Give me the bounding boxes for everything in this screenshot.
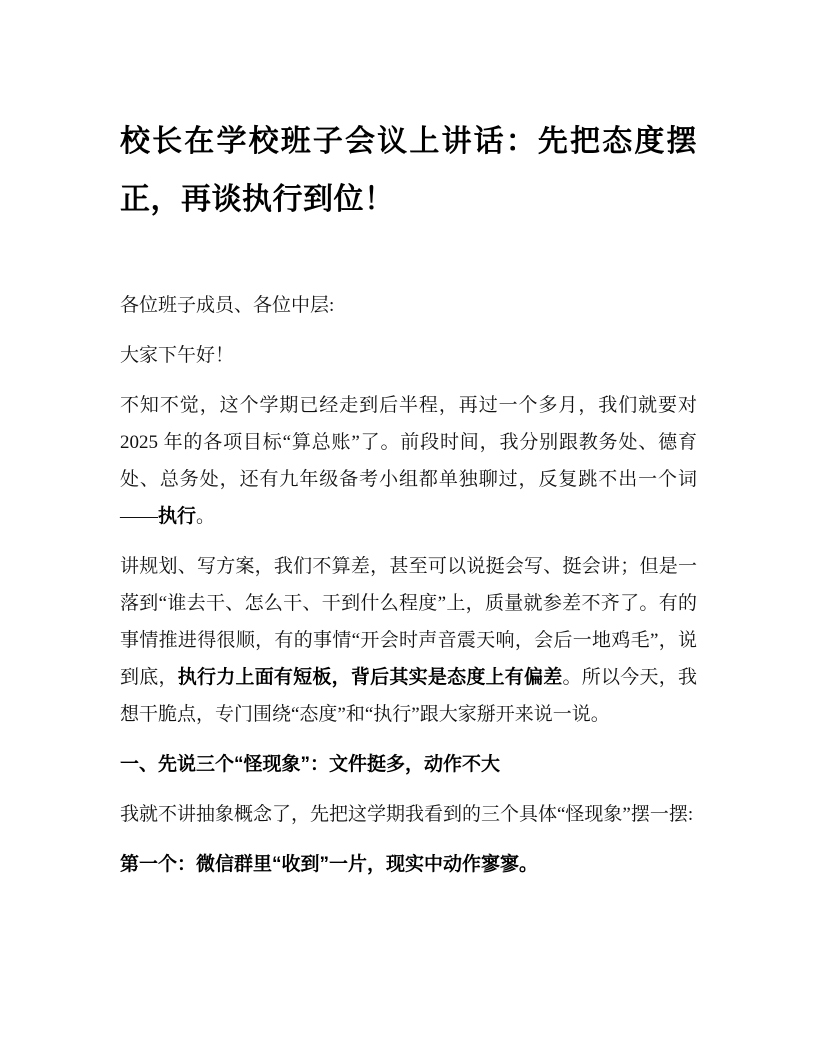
text-run: 第一个：微信群里“收到”一片，现实中动作寥寥。 [120,854,539,875]
text-run: 讲规划、写方案，我们不算差，甚至可以说挺会写、挺会讲；但是一落到“谁去干、怎么干、干到什么程度”上，质量就参差不齐了。有的事情推进得很顺，有的事情“开会时声音震天响，会后一地鸡毛”，说到底， [120,556,697,688]
text-run: 。所以今天，我想干脆点，专门围绕“态度”和“执行”跟大家掰开来说一说。 [120,667,697,725]
paragraph [120,287,697,324]
paragraph [120,548,697,733]
text-run: 执行力上面有短板，背后其实是态度上有偏差 [177,667,563,688]
paragraph [120,796,697,833]
text-run: 执行 [158,506,197,527]
paragraph [120,387,697,535]
text-run: 。 [196,506,216,527]
document-title: 校长在学校班子会议上讲话：先把态度摆正，再谈执行到位！ [120,125,697,216]
text-run: 各位班子成员、各位中层: [120,295,335,316]
text-run: 我就不讲抽象概念了，先把这学期我看到的三个具体“怪现象”摆一摆: [120,804,694,825]
text-run: 一、先说三个“怪现象”：文件挺多，动作不大 [120,754,501,775]
document-body [120,287,697,883]
text-run: 大家下午好！ [120,345,235,366]
paragraph [120,337,697,374]
text-run: 不知不觉，这个学期已经走到后半程，再过一个多月，我们就要对 2025 年的各项目标“算总账”了。前段时间，我分别跟教务处、德育处、总务处，还有九年级备考小组都单独聊过，反复跳不出一个词—— [120,395,697,527]
section-heading [120,746,697,783]
paragraph [120,846,697,883]
